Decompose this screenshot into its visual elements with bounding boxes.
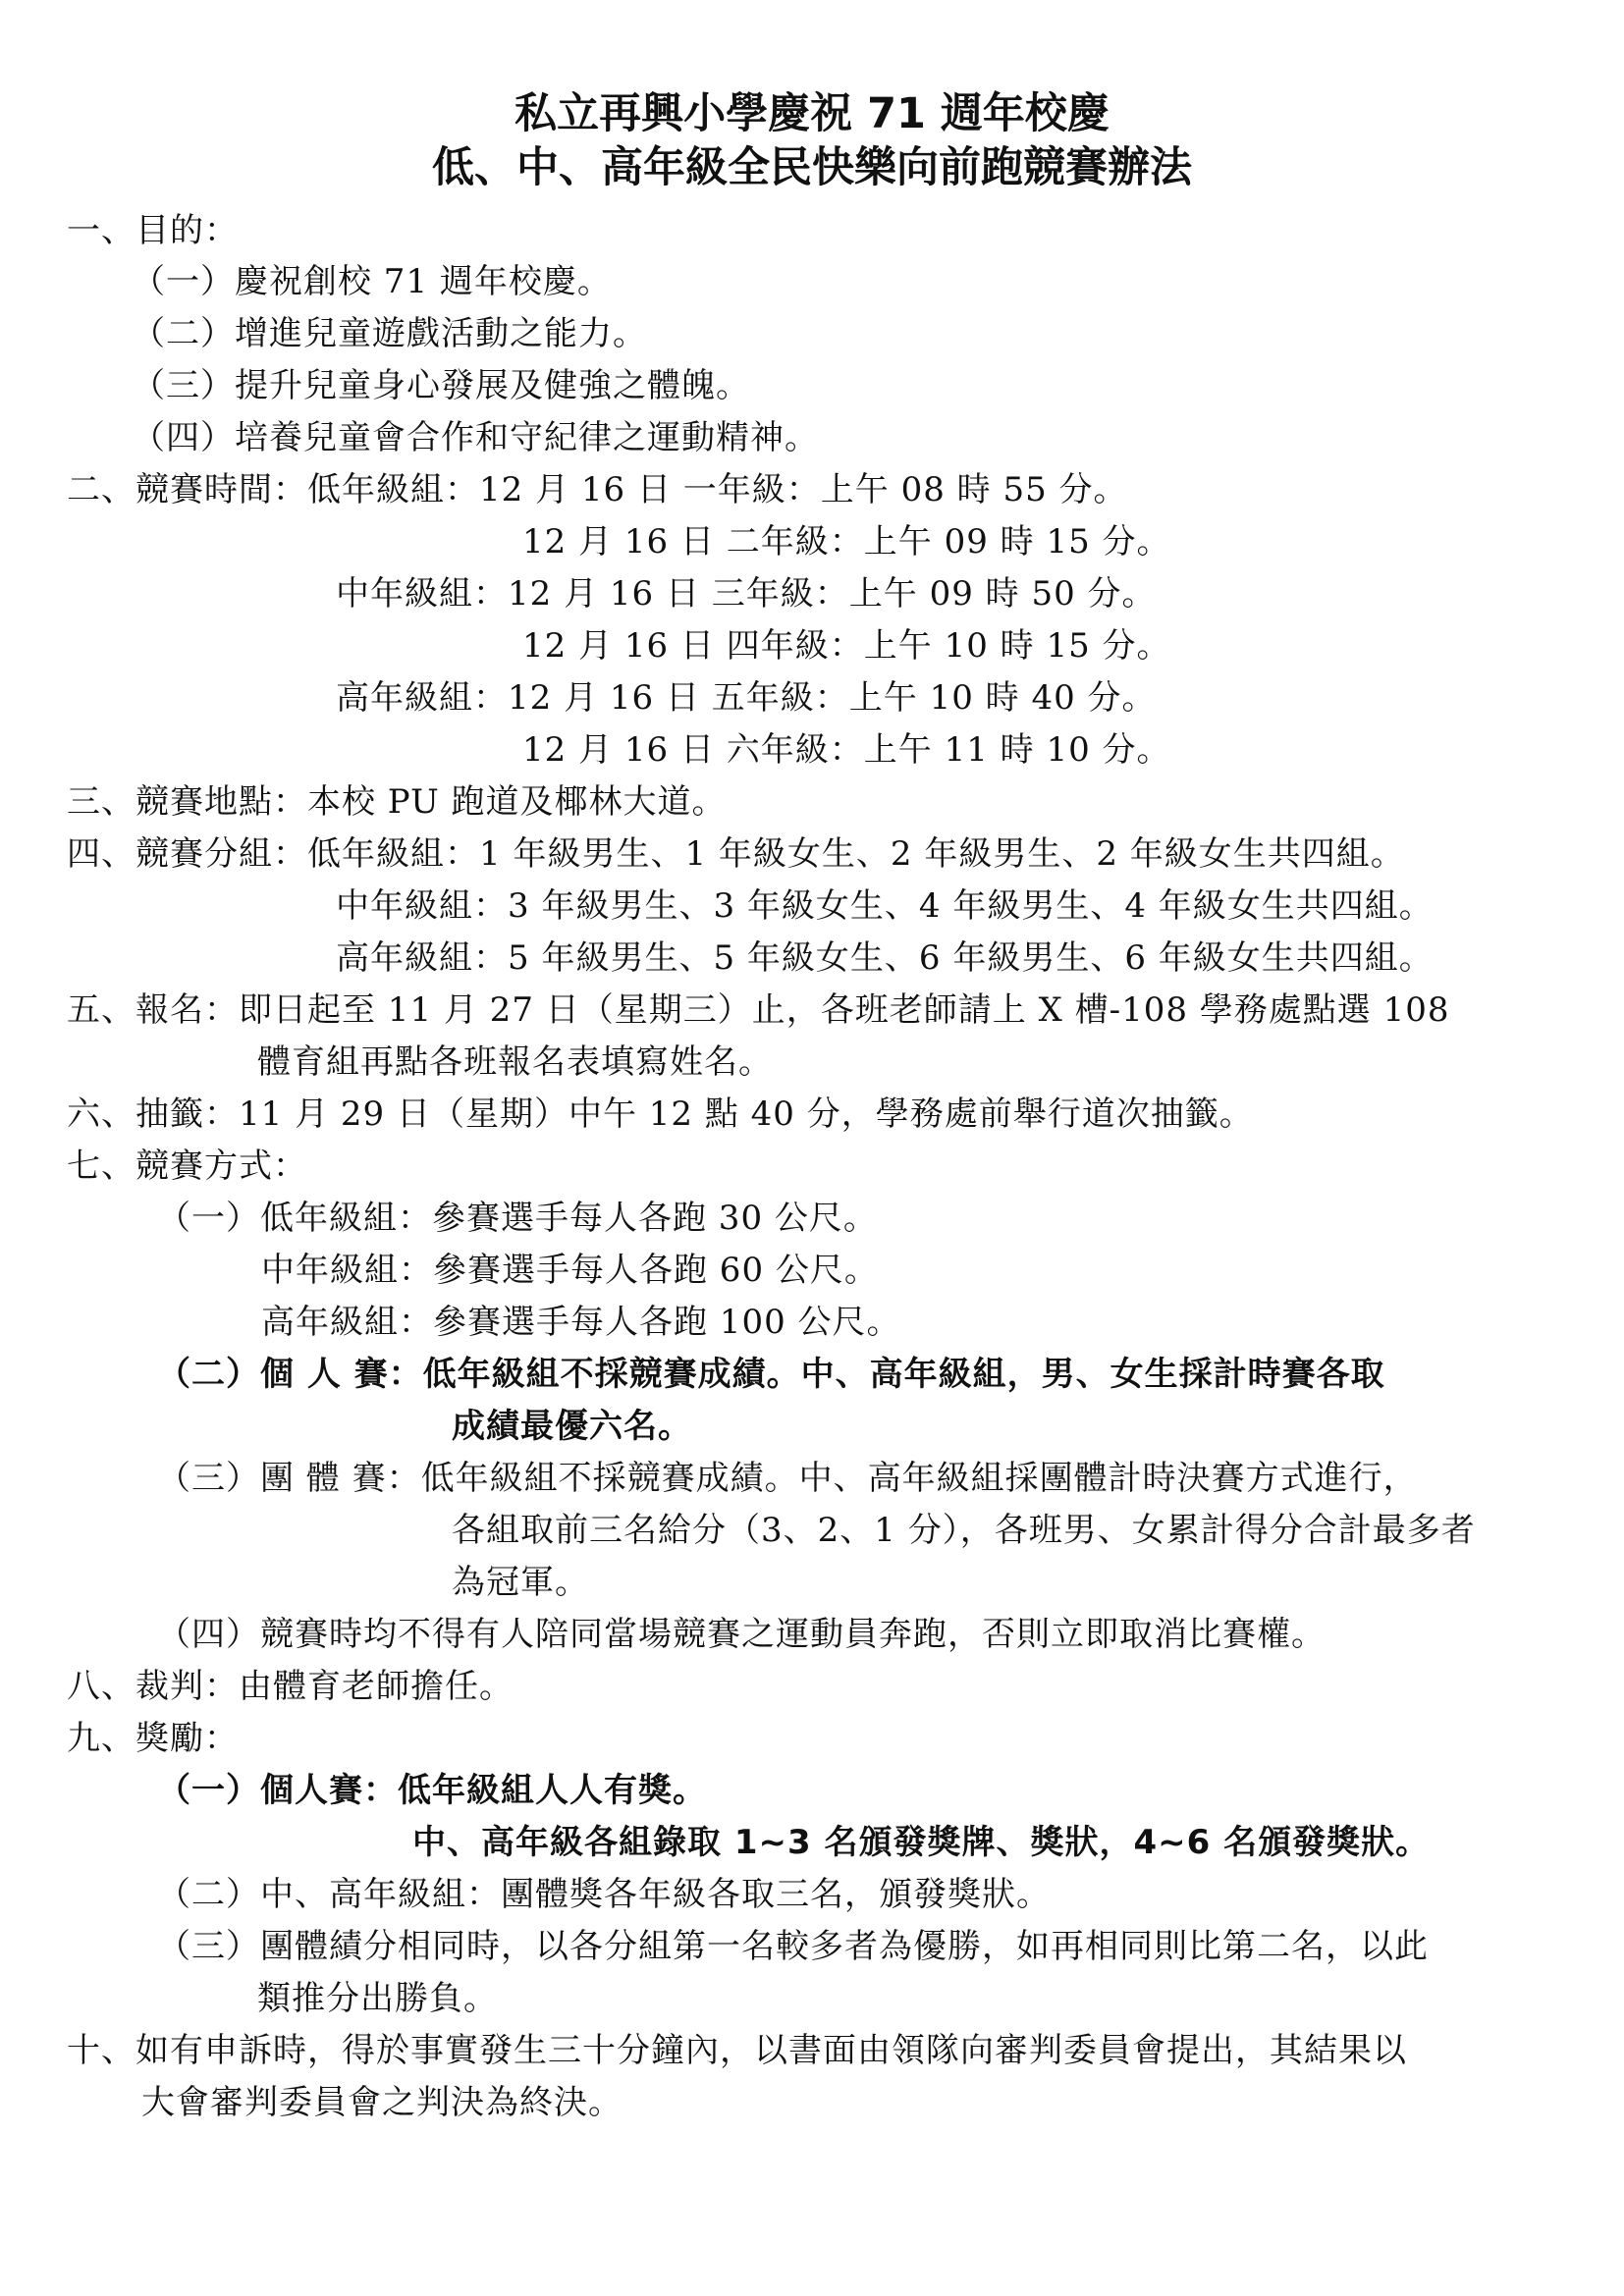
section-7-item-4: （四）競賽時均不得有人陪同當場競賽之運動員奔跑，否則立即取消比賽權。	[157, 1615, 1326, 1654]
section-9-item-3-line-1: （三）團體績分相同時，以各分組第一名較多者為優勝，如再相同則比第二名，以此	[157, 1927, 1429, 1966]
document-subtitle: 低、中、高年級全民快樂向前跑競賽辦法	[432, 143, 1192, 192]
section-4-line-2: 中年級組：3 年級男生、3 年級女生、4 年級男生、4 年級女生共四組。	[336, 886, 1434, 926]
section-2-line-5: 高年級組：12 月 16 日 五年級：上午 10 時 40 分。	[336, 678, 1157, 718]
section-6-line: 六、抽籤：11 月 29 日（星期）中午 12 點 40 分，學務處前舉行道次抽籤。	[67, 1095, 1254, 1134]
section-9-item-1-line-1: （一）個人賽：低年級組人人有獎。	[157, 1771, 707, 1810]
section-2-line-3: 中年級組：12 月 16 日 三年級：上午 09 時 50 分。	[336, 574, 1157, 614]
section-10-line-2: 大會審判委員會之判決為終決。	[141, 2083, 623, 2122]
section-1-item-3: （三）提升兒童身心發展及健強之體魄。	[132, 366, 750, 405]
section-7-item-3-line-1: （三）團 體 賽：低年級組不採競賽成績。中、高年級組採團體計時決賽方式進行，	[157, 1459, 1418, 1498]
section-9-item-1-line-2: 中、高年級各組錄取 1~3 名頒發獎牌、獎狀，4~6 名頒發獎狀。	[412, 1823, 1431, 1862]
section-7-item-1-line-2: 中年級組：參賽選手每人各跑 60 公尺。	[261, 1251, 879, 1290]
section-9-heading: 九、獎勵：	[67, 1719, 239, 1758]
section-2-line-2: 12 月 16 日 二年級：上午 09 時 15 分。	[522, 522, 1171, 561]
section-7-item-3-line-3: 為冠軍。	[452, 1563, 589, 1602]
section-3-line: 三、競賽地點：本校 PU 跑道及椰林大道。	[67, 782, 727, 822]
document-title: 私立再興小學慶祝 71 週年校慶	[514, 89, 1110, 138]
section-1-item-2: （二）增進兒童遊戲活動之能力。	[132, 314, 647, 353]
section-2-line-4: 12 月 16 日 四年級：上午 10 時 15 分。	[522, 626, 1171, 666]
section-4-line-3: 高年級組：5 年級男生、5 年級女生、6 年級男生、6 年級女生共四組。	[336, 938, 1434, 978]
section-7-item-1-line-3: 高年級組：參賽選手每人各跑 100 公尺。	[261, 1303, 901, 1342]
section-8-line: 八、裁判：由體育老師擔任。	[67, 1667, 514, 1706]
section-7-item-1-line-1: （一）低年級組：參賽選手每人各跑 30 公尺。	[157, 1199, 878, 1238]
section-5-line-2: 體育組再點各班報名表填寫姓名。	[257, 1042, 773, 1082]
section-4-line-1: 四、競賽分組：低年級組：1 年級男生、1 年級女生、2 年級男生、2 年級女生共四組。	[67, 834, 1405, 874]
section-10-line-1: 十、如有申訴時，得於事實發生三十分鐘內，以書面由領隊向審判委員會提出，其結果以	[67, 2031, 1407, 2070]
section-7-item-3-line-2: 各組取前三名給分（3、2、1 分），各班男、女累計得分合計最多者	[452, 1511, 1476, 1550]
section-5-line-1: 五、報名：即日起至 11 月 27 日（星期三）止，各班老師請上 X 槽-108 學務處點選 108	[67, 990, 1450, 1030]
section-7-heading: 七、競賽方式：	[67, 1147, 307, 1186]
section-9-item-3-line-2: 類推分出勝負。	[257, 1979, 498, 2018]
section-2-line-6: 12 月 16 日 六年級：上午 11 時 10 分。	[522, 730, 1171, 770]
section-9-item-2: （二）中、高年級組：團體獎各年級各取三名，頒發獎狀。	[157, 1875, 1051, 1914]
section-2-line-1: 二、競賽時間：低年級組：12 月 16 日 一年級：上午 08 時 55 分。	[67, 470, 1128, 509]
section-1-item-4: （四）培養兒童會合作和守紀律之運動精神。	[132, 418, 819, 457]
section-1-item-1: （一）慶祝創校 71 週年校慶。	[132, 262, 612, 301]
section-7-item-2-line-2: 成績最優六名。	[452, 1407, 692, 1446]
section-7-item-2-line-1: （二）個 人 賽：低年級組不採競賽成績。中、高年級組，男、女生採計時賽各取	[157, 1355, 1385, 1394]
section-1-heading: 一、目的：	[67, 211, 239, 250]
